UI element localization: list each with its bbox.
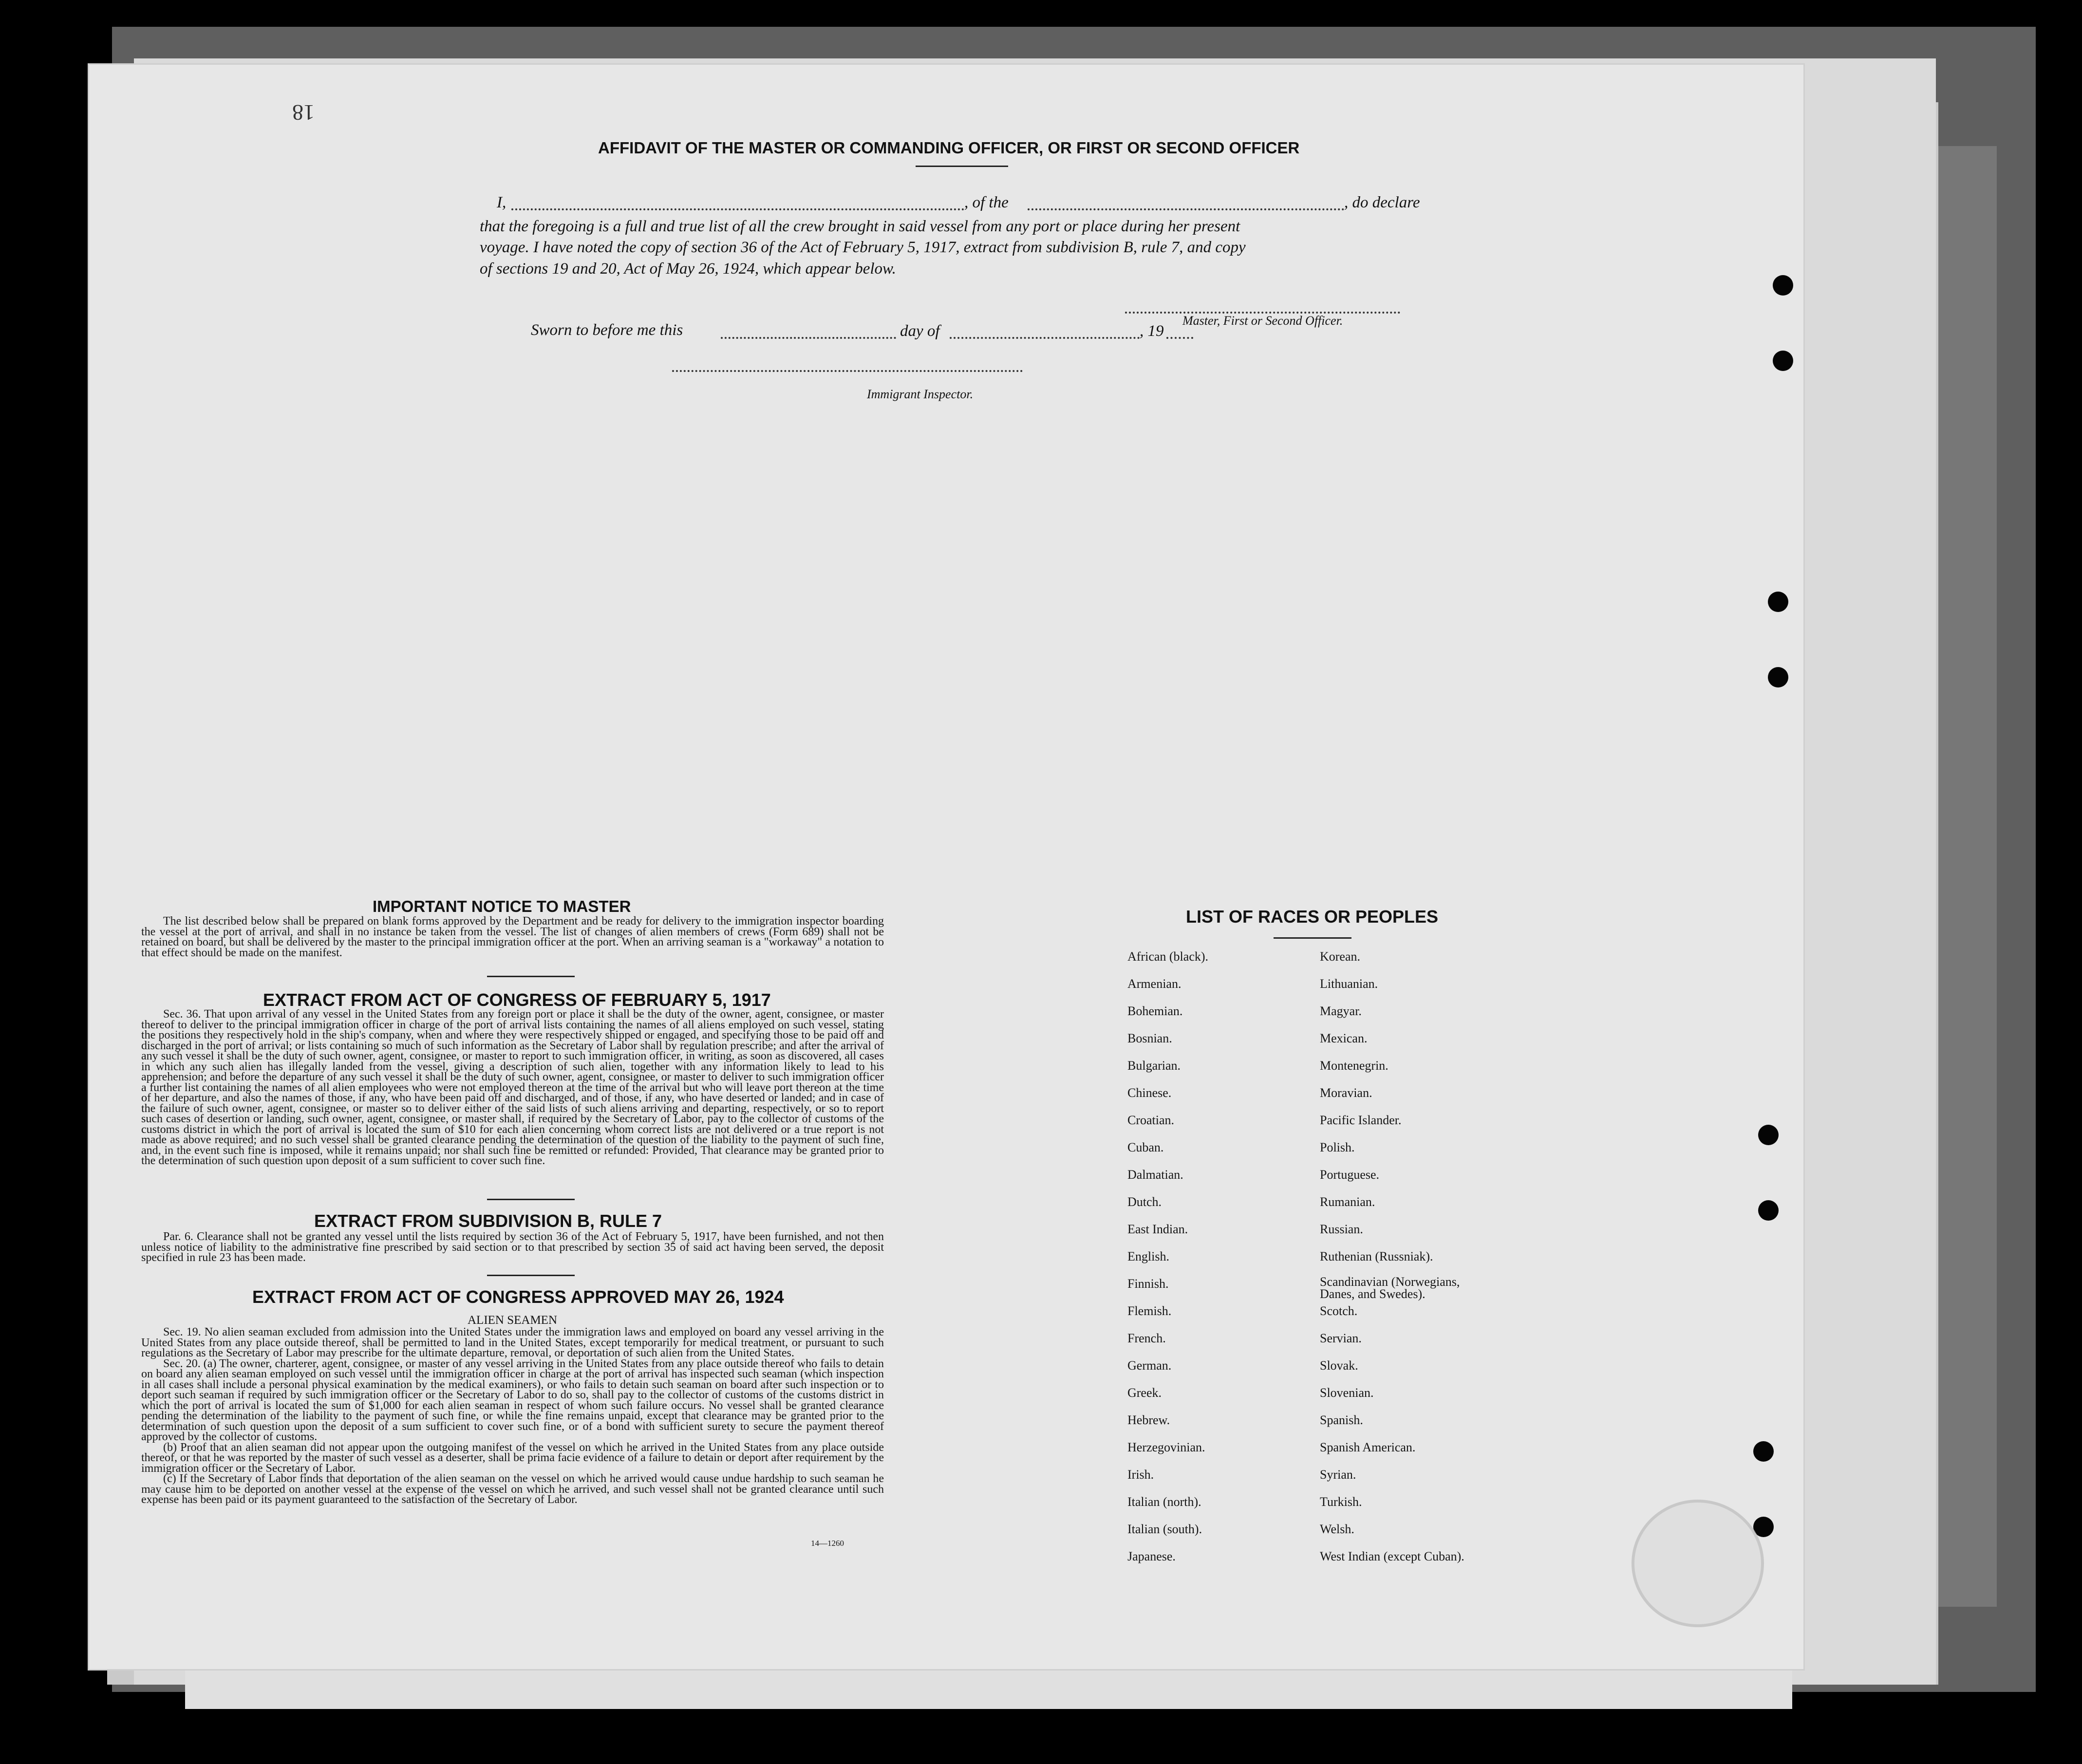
race-item: Syrian. [1320,1467,1356,1482]
sec-20a-paragraph: Sec. 20. (a) The owner, charterer, agent, consignee, or master of any vessel arriving in the United States from any place outside thereof who fails to detain on board any alien seaman employed on such vessel until the immigration officer in charge at the port of arrival has inspected such seaman (which inspection in all cases shall include a personal physical examination by the medical examiners), or who fails to detain such seaman on board after such inspection or to deport such seaman if required by such immigration officer or the Secretary of Labor to do so, shall pay to the collector of customs of the customs district in which the port of arrival is located the sum of $1,000 for each alien seaman in respect of whom such failure occurs. No vessel shall be granted clearance pending the determination of the liability to the payment of such fine, or while the fine remains unpaid, except that clearance may be granted prior to the determination of such question upon the deposit of a sum sufficient to cover such fine, or of a bond with sufficient surety to secure the payment thereof approved by the collector of customs. [141,1357,884,1443]
race-item: Dalmatian. [1127,1168,1183,1182]
sworn-month-blank[interactable] [950,337,1140,339]
affidavit-of-the: , of the [964,194,1009,211]
notice-text [141,916,884,958]
extract-1917-text [141,1009,884,1167]
race-item: Irish. [1127,1467,1154,1482]
notice-paragraph: The list described below shall be prepared on blank forms approved by the Department and be ready for delivery to the immigration inspector boarding the vessel at the port of arrival, and shall in no instance be taken from the vessel. The list of changes of alien members of crews (Form 689) shall not be retained on board, but shall be delivered by the master to the principal immigration officer at the port. When an arriving seaman is a "workaway" a notation to that effect should be made on the manifest. [141,915,884,959]
race-item: Portuguese. [1320,1168,1380,1182]
punch-hole [1768,667,1788,687]
race-item: German. [1127,1358,1172,1373]
inspector-caption: Immigrant Inspector. [867,387,974,401]
alien-seamen-subtitle: ALIEN SEAMEN [468,1314,558,1327]
extract-1924-title: EXTRACT FROM ACT OF CONGRESS APPROVED MAY 26, 1924 [252,1287,784,1307]
race-item: Spanish. [1320,1413,1363,1427]
form-number: 14—1260 [811,1539,844,1548]
race-item: African (black). [1127,949,1209,964]
year-label: , 19 [1140,322,1164,340]
race-item: Turkish. [1320,1495,1362,1509]
section-rule [487,976,575,977]
page-number: 18 [292,100,315,125]
race-item: Japanese. [1127,1549,1176,1563]
race-item: Greek. [1127,1386,1162,1400]
rule-7-text [141,1232,884,1263]
race-item: Lithuanian. [1320,977,1378,991]
race-item: French. [1127,1331,1166,1345]
race-item: Slovenian. [1320,1386,1374,1400]
race-item: Magyar. [1320,1004,1362,1018]
race-item: Bosnian. [1127,1031,1172,1045]
inspector-signature-blank[interactable] [672,370,1023,372]
race-item: English. [1127,1249,1169,1263]
races-right-column [1320,948,1464,1576]
race-item: Finnish. [1127,1277,1169,1291]
race-item: Slovak. [1320,1358,1358,1373]
notice-title: IMPORTANT NOTICE TO MASTER [373,897,631,915]
punch-hole [1758,1200,1779,1221]
race-item: West Indian (except Cuban). [1320,1549,1464,1563]
affidavit-i: I, [497,194,506,211]
punch-hole [1768,592,1788,612]
affidavit-line-4: of sections 19 and 20, Act of May 26, 1924, which appear below. [480,260,896,278]
race-item: East Indian. [1127,1222,1188,1236]
sworn-label: Sworn to before me this [531,321,683,339]
race-item: Mexican. [1320,1031,1368,1045]
officer-caption: Master, First or Second Officer. [1182,314,1343,328]
par-6-paragraph: Par. 6. Clearance shall not be granted any vessel until the lists required by section 36 of the Act of February 5, 1917, have been furnished, and not then unless notice of liability to the administrative fine prescribed by said section or to that prescribed by section 35 of said act having been served, the deposit specified in rule 23 has been made. [141,1230,884,1264]
races-left-column [1127,948,1208,1576]
race-item: Italian (south). [1127,1522,1202,1536]
sec-20c-paragraph: (c) If the Secretary of Labor finds that deportation of the alien seaman on the vessel on which he arrived would cause undue hardship to such seaman he may cause him to be deported on another vessel at the expense of the vessel on which he arrived, and such vessel shall not be granted clearance until such expense has been paid or its payment guaranteed to the satisfaction of the Secretary of Labor. [141,1472,884,1506]
sec-20b-paragraph: (b) Proof that an alien seaman did not appear upon the outgoing manifest of the vessel on which he arrived in the United States from any place outside thereof, or that he was reported by the master of such vessel as a deserter, shall be prima facie evidence of a failure to detain or deport after requirement by the immigration officer or the Secretary of Labor. [141,1441,884,1475]
section-rule [487,1275,575,1276]
race-item: Moravian. [1320,1086,1372,1100]
sworn-year-blank[interactable] [1166,337,1193,339]
punch-hole [1773,351,1793,371]
race-item: Bulgarian. [1127,1058,1181,1073]
race-item: Scotch. [1320,1304,1358,1318]
race-item: Croatian. [1127,1113,1175,1127]
sec-36-paragraph: Sec. 36. That upon arrival of any vessel in the United States from any foreign port or place it shall be the duty of the owner, agent, consignee, or master thereof to deliver to the principal immigration officer in charge of the port of arrival lists containing the names of all aliens employed on such vessel, stating the positions they respectively hold in the ship's company, when and where they were respectively shipped or engaged, and specifying those to be paid off and discharged in the port of arrival; or lists containing so much of such information as the Secretary of Labor shall by regulation prescribe; and after the arrival of any such vessel it shall be the duty of such owner, agent, consignee, or master to report to such immigration officer, in writing, as soon as discovered, all cases in which any such alien has illegally landed from the vessel, giving a description of such alien, together with any information likely to lead to his apprehension; and before the departure of any such vessel it shall be the duty of such owner, agent, consignee, or master to deliver to such immigration officer a further list containing the names of all alien employees who were not employed thereon at the time of the arrival but who will leave port thereon at the time of her departure, and also the names of those, if any, who have been paid off and discharged, and of those, if any, who have deserted or landed; and in case of the failure of such owner, agent, consignee, or master so to deliver either of the said lists of such aliens arriving and departing, respectively, or so to report such cases of desertion or landing, such owner, agent, consignee, or master shall, if required by the Secretary of Labor, pay to the collector of customs of the customs district in which the port of arrival is located the sum of $10 for each alien concerning whom correct lists are not delivered or a true report is not made as above required; and no such vessel shall be granted clearance pending the determination of the question of the liability to the payment of such fine, and, in the event such fine is imposed, while it remains unpaid; nor shall such fine be remitted or refunded: Provided, That clearance may be granted prior to the determination of such question upon deposit of a sum sufficient to cover such fine. [141,1008,884,1167]
affidavit-title: AFFIDAVIT OF THE MASTER OR COMMANDING OFFICER, OR FIRST OR SECOND OFFICER [598,139,1300,157]
race-item: Chinese. [1127,1086,1172,1100]
extract-1924-text [141,1327,884,1505]
race-item: Rumanian. [1320,1195,1375,1209]
vessel-blank[interactable] [1028,208,1344,210]
punch-hole [1753,1441,1774,1462]
race-item: Russian. [1320,1222,1363,1236]
affidavit-line-2: that the foregoing is a full and true list of all the crew brought in said vessel from any port or place during her present [480,218,1240,235]
day-of-label: day of [900,322,940,340]
sworn-day-blank[interactable] [721,337,896,339]
race-item: Armenian. [1127,977,1182,991]
race-item: Bohemian. [1127,1004,1183,1018]
race-item: Korean. [1320,949,1361,964]
name-blank[interactable] [511,208,964,210]
race-item: Montenegrin. [1320,1058,1388,1073]
race-item: Spanish American. [1320,1440,1416,1454]
race-item: Cuban. [1127,1140,1164,1154]
race-item: Polish. [1320,1140,1355,1154]
race-item: Flemish. [1127,1304,1172,1318]
race-item: Italian (north). [1127,1495,1201,1509]
affidavit-line-3: voyage. I have noted the copy of section 36 of the Act of February 5, 1917, extract from subdivision B, rule 7, and copy [480,239,1246,256]
race-item: Dutch. [1127,1195,1162,1209]
race-item: Ruthenian (Russniak). [1320,1249,1433,1263]
title-rule [916,166,1008,167]
races-title: LIST OF RACES OR PEOPLES [1186,907,1439,927]
affidavit-do-declare: , do declare [1344,194,1420,211]
receipt-stamp [1632,1500,1764,1627]
rule-7-title: EXTRACT FROM SUBDIVISION B, RULE 7 [314,1211,662,1231]
race-item: Hebrew. [1127,1413,1170,1427]
race-item: Herzegovinian. [1127,1440,1205,1454]
punch-hole [1758,1125,1779,1145]
sec-19-paragraph: Sec. 19. No alien seaman excluded from admission into the United States under the immigration laws and employed on board any vessel arriving in the United States from any place outside thereof, shall be permitted to land in the United States, except temporarily for medical treatment, or pursuant to such regulations as the Secretary of Labor may prescribe for the ultimate departure, removal, or deportation of such alien from the United States. [141,1326,884,1359]
races-rule [1274,937,1351,939]
race-item: Servian. [1320,1331,1362,1345]
punch-hole [1773,275,1793,296]
extract-1917-title: EXTRACT FROM ACT OF CONGRESS OF FEBRUARY 5, 1917 [263,990,771,1010]
race-item: Scandinavian (Norwegians, Danes, and Swedes). [1320,1275,1460,1301]
section-rule [487,1199,575,1200]
race-item: Welsh. [1320,1522,1354,1536]
race-item: Pacific Islander. [1320,1113,1402,1127]
